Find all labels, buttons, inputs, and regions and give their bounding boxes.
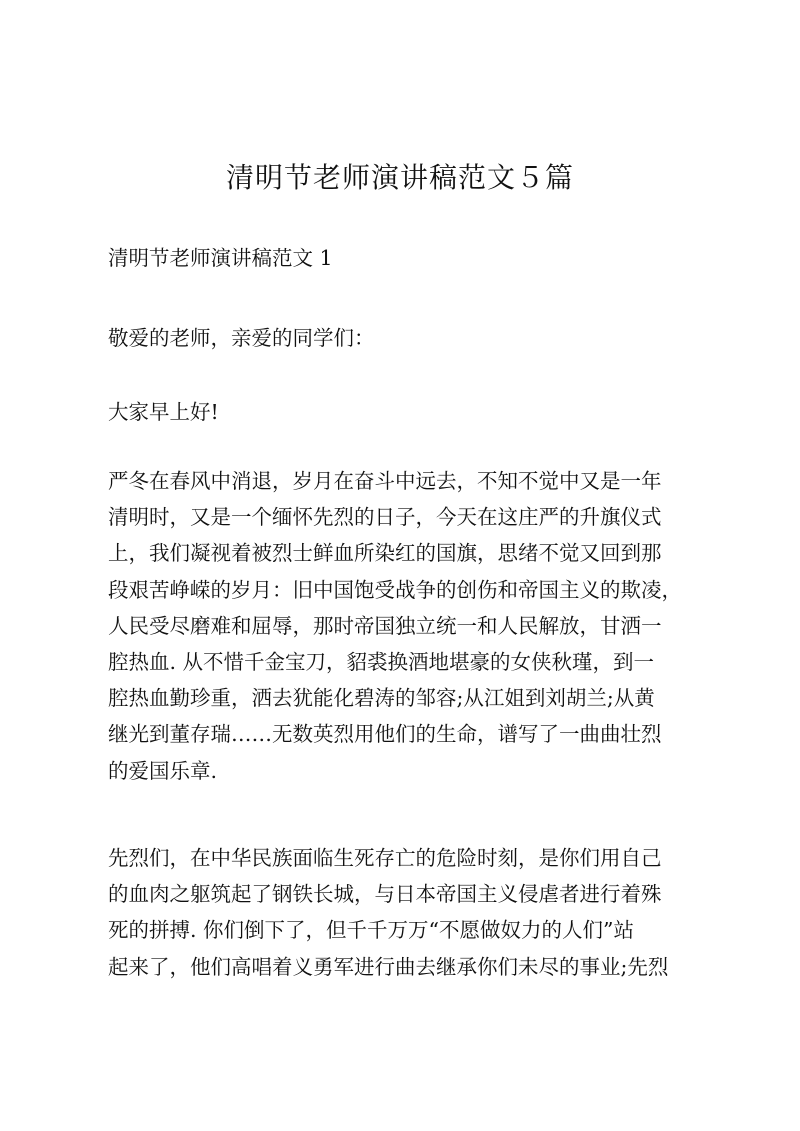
paragraph-line: 腔热血. 从不惜千金宝刀，貂裘换酒地堪豪的女侠秋瑾，到一 xyxy=(108,650,655,675)
paragraph-line: 上，我们凝视着被烈士鲜血所染红的国旗，思绪不觉又回到那 xyxy=(108,541,662,566)
paragraph-line: 先烈们，在中华民族面临生死存亡的危险时刻，是你们用自己 xyxy=(108,846,662,870)
document-title: 清明节老师演讲稿范文５篇 xyxy=(225,161,574,194)
opening-greeting: 大家早上好! xyxy=(108,400,219,424)
salutation: 敬爱的老师，亲爱的同学们： xyxy=(108,326,375,350)
body-paragraph-2 xyxy=(108,840,700,985)
body-paragraph-1 xyxy=(108,463,700,789)
paragraph-line: 起来了，他们高唱着义勇军进行曲去继承你们未尽的事业;先烈 xyxy=(108,954,669,979)
paragraph-line: 人民受尽磨难和屈辱，那时帝国独立统一和人民解放，甘洒一 xyxy=(108,613,662,638)
paragraph-line: 清明时，又是一个缅怀先烈的日子，今天在这庄严的升旗仪式 xyxy=(108,505,662,530)
paragraph-line: 严冬在春风中消退，岁月在奋斗中远去，不知不觉中又是一年 xyxy=(108,469,662,493)
paragraph-line: 段艰苦峥嵘的岁月：旧中国饱受战争的创伤和帝国主义的欺凌， xyxy=(108,577,682,602)
section-heading: 清明节老师演讲稿范文 1 xyxy=(108,246,333,270)
paragraph-line: 死的拼搏. 你们倒下了，但千千万万“不愿做奴力的人们”站 xyxy=(108,918,634,943)
paragraph-line: 的爱国乐章. xyxy=(108,758,218,783)
paragraph-line: 的血肉之躯筑起了钢铁长城，与日本帝国主义侵虐者进行着殊 xyxy=(108,882,662,907)
paragraph-line: 腔热血勤珍重，洒去犹能化碧涛的邹容;从江姐到刘胡兰;从黄 xyxy=(108,686,655,711)
paragraph-line: 继光到董存瑞……无数英烈用他们的生命，谱写了一曲曲壮烈 xyxy=(108,722,662,747)
